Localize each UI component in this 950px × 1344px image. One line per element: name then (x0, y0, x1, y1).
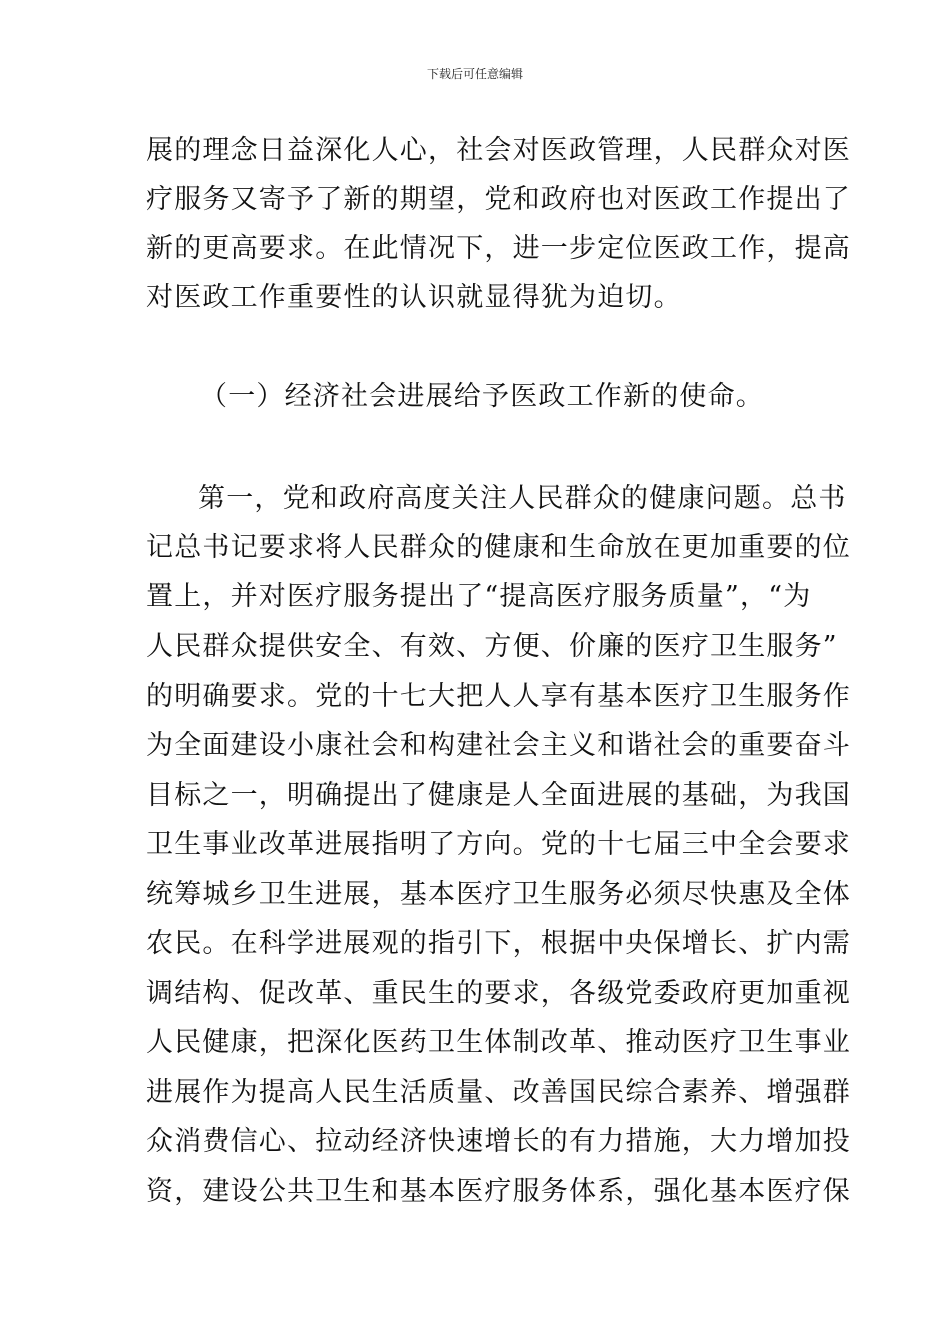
paragraph-line: 置上，并对医疗服务提出了“提高医疗服务质量”，“为 (146, 581, 812, 612)
paragraph-line: 目标之一，明确提出了健康是人全面进展的基础，为我国 (146, 780, 851, 811)
paragraph-line: 人民健康，把深化医药卫生体制改革、推动医疗卫生事业 (146, 1027, 851, 1058)
paragraph-line: 卫生事业改革进展指明了方向。党的十七届三中全会要求 (146, 829, 851, 860)
paragraph-line: 众消费信心、拉动经济快速增长的有力措施，大力增加投 (146, 1126, 851, 1157)
paragraph-line: 的明确要求。党的十七大把人人享有基本医疗卫生服务作 (146, 681, 851, 712)
paragraph-line: 调结构、促改革、重民生的要求，各级党委政府更加重视 (146, 978, 851, 1009)
paragraph-line: 人民群众提供安全、有效、方便、价廉的医疗卫生服务” (146, 631, 838, 662)
paragraph-line: 记总书记要求将人民群众的健康和生命放在更加重要的位 (146, 532, 851, 563)
paragraph-line: 对医政工作重要性的认识就显得犹为迫切。 (146, 282, 682, 313)
paragraph-line: 资，建设公共卫生和基本医疗服务体系，强化基本医疗保 (146, 1176, 851, 1207)
paragraph-line: 统筹城乡卫生进展，基本医疗卫生服务必须尽快惠及全体 (146, 879, 851, 910)
paragraph-line: 展的理念日益深化人心，社会对医政管理，人民群众对医 (146, 135, 851, 166)
paragraph-line: 农民。在科学进展观的指引下，根据中央保增长、扩内需 (146, 928, 851, 959)
section-heading: （一）经济社会进展给予医政工作新的使命。 (200, 381, 764, 412)
paragraph-line: 疗服务又寄予了新的期望，党和政府也对医政工作提出了 (146, 184, 851, 215)
page-header: 下载后可任意编辑 (426, 67, 523, 81)
paragraph-line: 进展作为提高人民生活质量、改善国民综合素养、增强群 (146, 1077, 851, 1108)
paragraph-line: 新的更高要求。在此情况下，进一步定位医政工作，提高 (146, 233, 851, 264)
paragraph-line: 为全面建设小康社会和构建社会主义和谐社会的重要奋斗 (146, 730, 851, 761)
paragraph-line: 第一，党和政府高度关注人民群众的健康问题。总书 (198, 483, 847, 514)
